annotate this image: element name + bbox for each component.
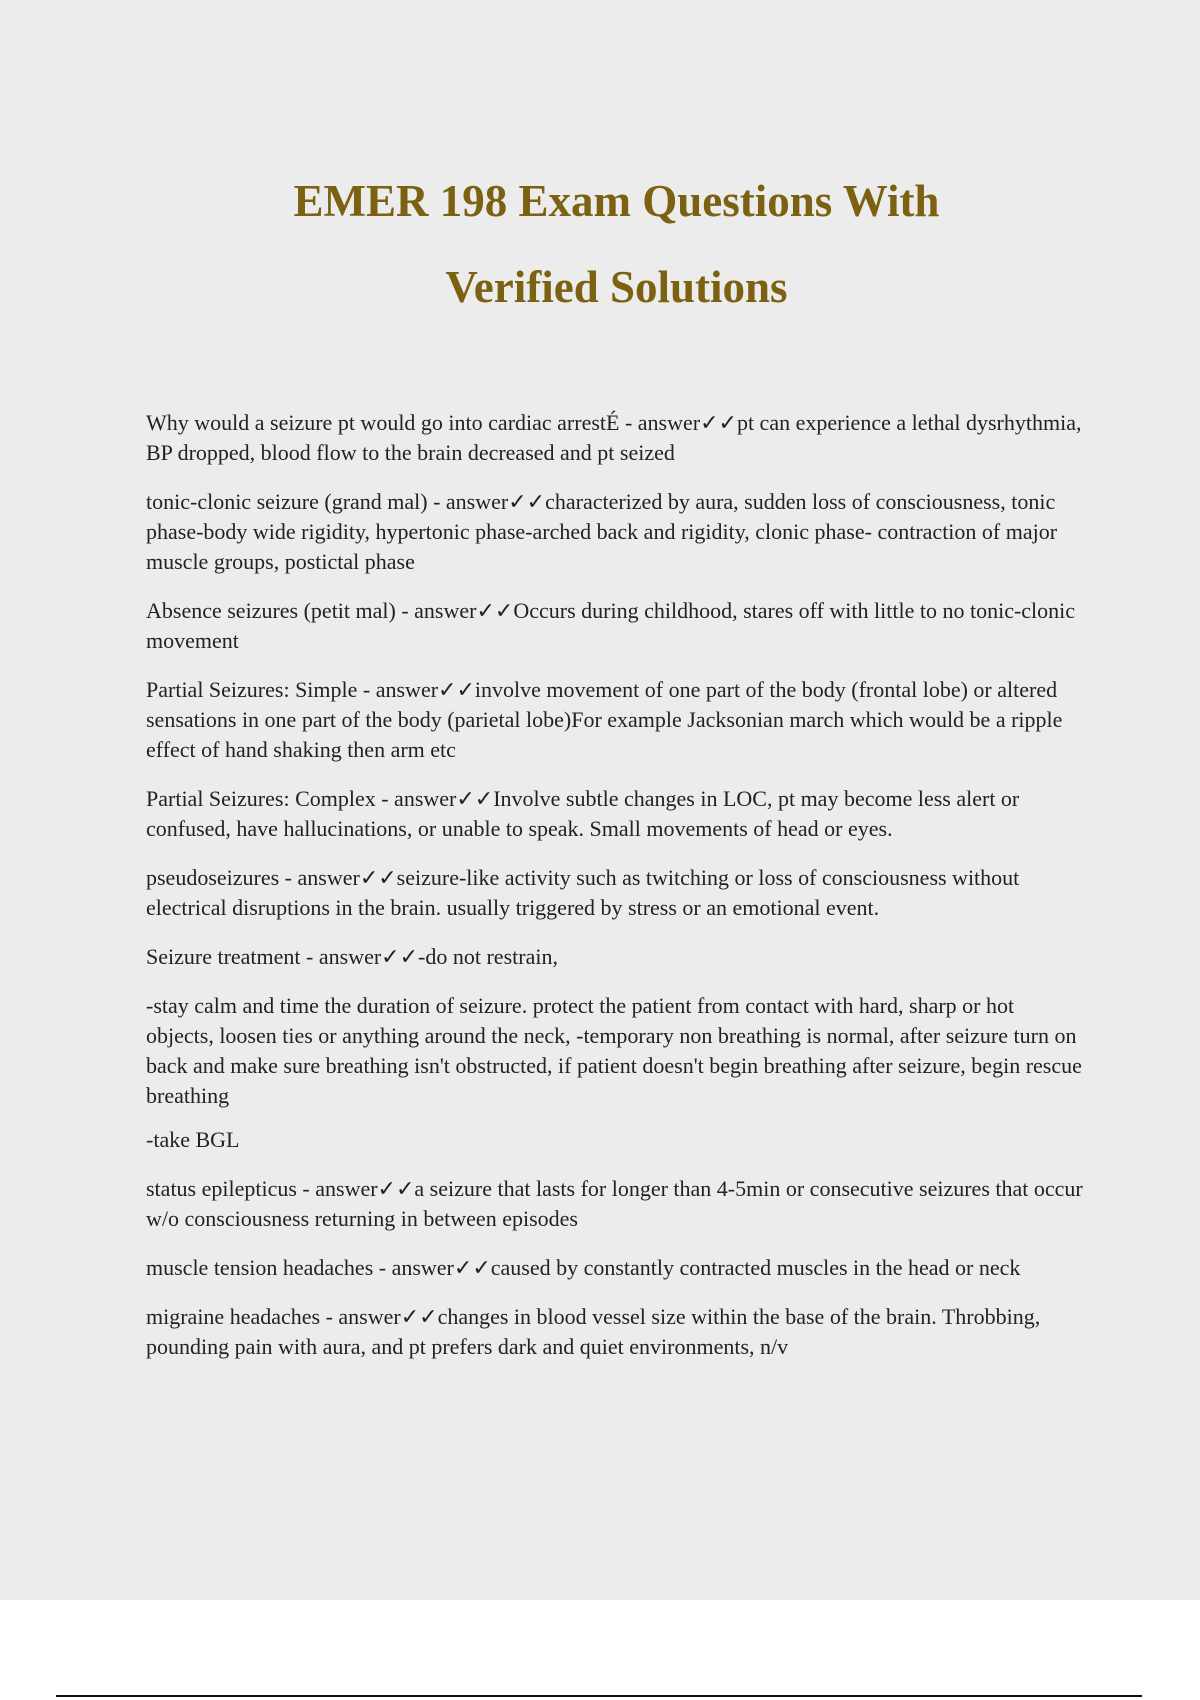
qa-entry: Absence seizures (petit mal) - answer✓✓Occurs during childhood, stares off with little to no tonic-clonic movement bbox=[146, 598, 1076, 653]
qa-entry: muscle tension headaches - answer✓✓caused by constantly contracted muscles in the head or neck bbox=[146, 1255, 1021, 1280]
qa-list bbox=[146, 408, 1086, 1381]
qa-entry: pseudoseizures - answer✓✓seizure-like activity such as twitching or loss of consciousness without electrical disruptions in the brain. usually triggered by stress or an emotional event. bbox=[146, 865, 1020, 920]
qa-entry: migraine headaches - answer✓✓changes in blood vessel size within the base of the brain. Throbbing, pounding pain with aura, and pt prefers dark and quiet environments, n/v bbox=[146, 1304, 1041, 1359]
qa-entry: tonic-clonic seizure (grand mal) - answer✓✓characterized by aura, sudden loss of consciousness, tonic phase-body wide rigidity, hypertonic phase-arched back and rigidity, clonic phase- contraction of major muscle groups, postictal phase bbox=[146, 489, 1058, 574]
qa-entry: Partial Seizures: Complex - answer✓✓Involve subtle changes in LOC, pt may become less alert or confused, have hallucinations, or unable to speak. Small movements of head or eyes. bbox=[146, 786, 1020, 841]
title-line-1: EMER 198 Exam Questions With bbox=[293, 176, 940, 226]
page-bottom-rule bbox=[56, 1695, 1142, 1697]
qa-entry-continuation: -stay calm and time the duration of seizure. protect the patient from contact with hard, sharp or hot objects, loosen ties or anything around the neck, -temporary non breathing is normal, after seizure turn on back and make sure breathing isn't obstructed, if patient doesn't begin breathing after seizure, begin rescue breathing bbox=[146, 993, 1082, 1108]
page-title bbox=[0, 158, 1200, 330]
title-line-2: Verified Solutions bbox=[445, 262, 788, 312]
qa-entry: status epilepticus - answer✓✓a seizure that lasts for longer than 4-5min or consecutive seizures that occur w/o consciousness returning in between episodes bbox=[146, 1176, 1083, 1231]
qa-entry: Partial Seizures: Simple - answer✓✓involve movement of one part of the body (frontal lobe) or altered sensations in one part of the body (parietal lobe)For example Jacksonian march which would be a ripple effect of hand shaking then arm etc bbox=[146, 677, 1063, 762]
qa-entry: Why would a seizure pt would go into cardiac arrestÉ - answer✓✓pt can experience a lethal dysrhythmia, BP dropped, blood flow to the brain decreased and pt seized bbox=[146, 410, 1082, 465]
qa-entry: Seizure treatment - answer✓✓-do not restrain, bbox=[146, 944, 558, 969]
qa-entry-continuation: -take BGL bbox=[146, 1127, 240, 1152]
